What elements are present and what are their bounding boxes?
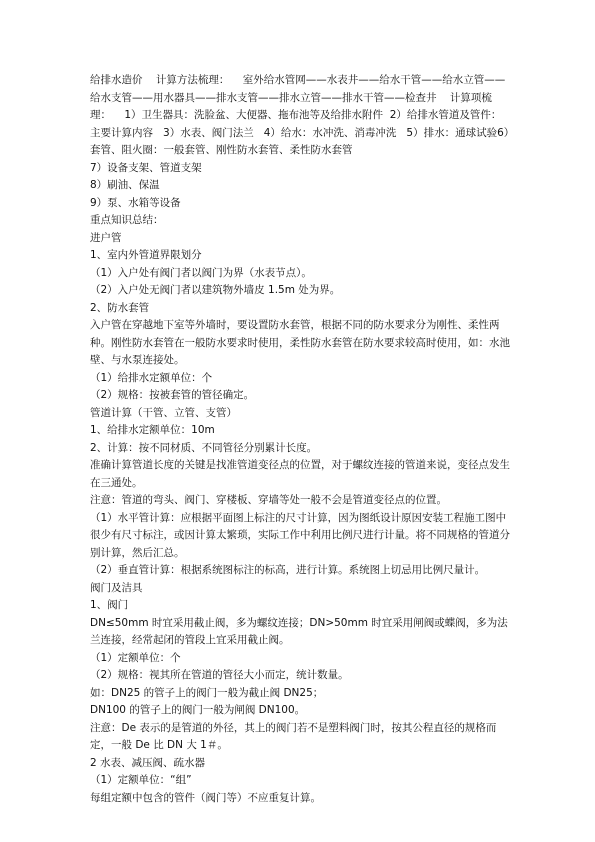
list-item: （1）入户处有阀门者以阀门为界（水表节点）。 [90, 266, 312, 279]
body-paragraph: 如：DN25 的管子上的阀门一般为截止阀 DN25； [90, 686, 324, 699]
list-item: 8）刷油、保温 [90, 179, 160, 191]
subsection-heading: 2、防水套管 [90, 301, 150, 314]
list-item: （2）垂直管计算：根据系统图标注的标高，进行计算。系统图上切忌用比例尺量计。 [90, 564, 486, 576]
document-body [90, 72, 510, 807]
body-paragraph: 每组定额中包含的管件（阀门等）不应重复计算。 [90, 791, 321, 804]
list-item: （2）规格：视其所在管道的管径大小而定，统计数量。 [90, 669, 349, 681]
list-item: （2）规格：按被套管的管径确定。 [90, 389, 255, 401]
list-item: （1）定额单位：“组” [90, 774, 192, 786]
list-item: （1）水平管计算：应根据平面图上标注的尺寸计算，因为图纸设计原因安装工程施工图中很少有尺寸标注，或因计算太繁琐，实际工作中利用比例尺进行计量。将不同规格的管道分别计算，然后汇总。 [90, 511, 510, 559]
list-item: （1）给排水定额单位：个 [90, 371, 213, 384]
list-item: 1、给排水定额单位：10m [90, 424, 215, 436]
list-item: 9）泵、水箱等设备 [90, 196, 181, 209]
body-paragraph: DN100 的管子上的阀门一般为闸阀 DN100。 [90, 704, 306, 716]
body-paragraph: 准确计算管道长度的关键是找准管道变径点的位置，对于螺纹连接的管道来说，变径点发生在三通处。 [90, 459, 510, 489]
subsection-heading: 1、室内外管道界限划分 [90, 249, 202, 261]
body-paragraph: 注意：De 表示的是管道的外径，其上的阀门若不是塑料阀门时，按其公程直径的规格而定，一般 De 比 DN 大 1＃。 [90, 721, 497, 751]
list-item: （2）入户处无阀门者以建筑物外墙皮 1.5m 处为界。 [90, 284, 341, 296]
section-heading: 进户管 [90, 231, 122, 244]
intro-paragraph: 给排水造价 计算方法梳理： 室外给水管网——水表井——给水干管——给水立管——给水支管——用水器具——排水支管——排水立管——排水干管——检查井 计算项梳理： 1）卫生器具：洗脸盆、大便器、拖布池等及给排水附件 2）给排水管道及管件：主要计算内容 3）水表、阀门法兰 4）给水：水冲洗、消毒冲洗 5）排水：通球试验6）套管、阻火圈：一般套管、刚性防水套管、柔性防水套管 [90, 74, 510, 156]
subsection-heading: 1、阀门 [90, 599, 129, 611]
body-paragraph: DN≤50mm 时宜采用截止阀，多为螺纹连接；DN>50mm 时宜采用闸阀或蝶阀，多为法兰连接，经常起闭的管段上宜采用截止阀。 [90, 616, 508, 646]
body-paragraph: 注意：管道的弯头、阀门、穿楼板、穿墙等处一般不会是管道变径点的位置。 [90, 494, 447, 506]
body-paragraph: 入户管在穿越地下室等外墙时，要设置防水套管，根据不同的防水要求分为刚性、柔性两种。刚性防水套管在一般防水要求时使用，柔性防水套管在防水要求较高时使用，如：水池壁、与水泵连接处。 [90, 319, 510, 366]
section-heading: 阀门及洁具 [90, 581, 143, 594]
list-item: （1）定额单位：个 [90, 651, 181, 664]
subsection-heading: 2 水表、减压阀、疏水器 [90, 756, 206, 769]
section-heading: 管道计算（干管、立管、支管） [90, 406, 237, 419]
list-item: 2、计算：按不同材质、不同管径分别累计长度。 [90, 441, 318, 454]
section-heading: 重点知识总结： [90, 214, 164, 226]
list-item: 7）设备支架、管道支架 [90, 161, 202, 174]
